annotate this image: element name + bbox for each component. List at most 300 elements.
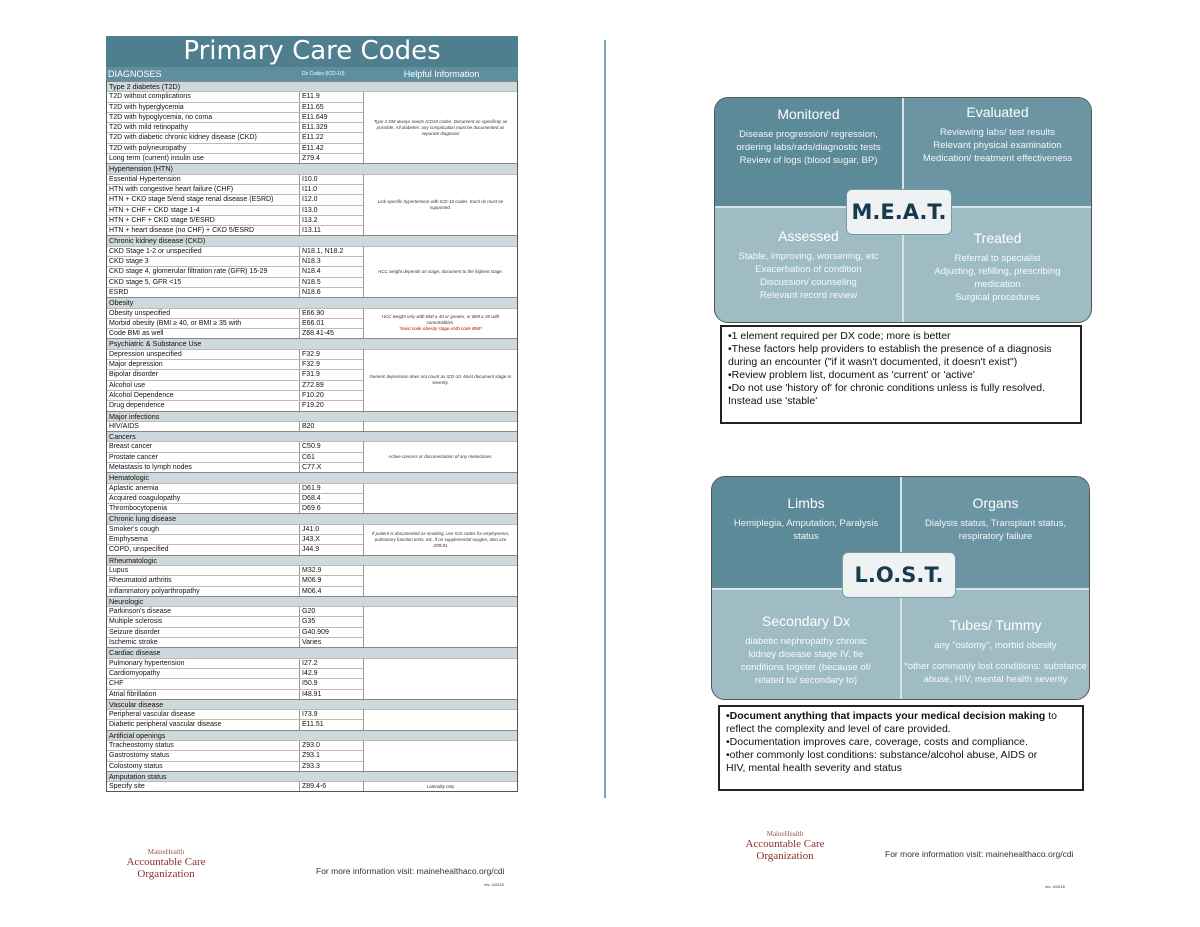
diagnosis-cell: Thrombocytopenia — [107, 504, 300, 513]
section-rows — [107, 441, 363, 472]
table-row — [107, 91, 363, 101]
helpful-info-cell — [363, 483, 517, 514]
diagnosis-cell: Code BMI as well — [107, 329, 300, 338]
diagnosis-cell: CKD stage 3 — [107, 257, 300, 266]
helpful-info-text: If patient is documented as smoking, use ICD codes for emphysema, pulmonary function tests, etc. If on supplemental oxygen, also use Z99.81 — [371, 530, 510, 548]
code-cell: I10.0 — [302, 175, 318, 183]
helpful-info-cell — [363, 606, 517, 647]
right-logo-small-text: MaineHealth — [766, 830, 804, 838]
diagnosis-cell: Smoker's cough — [107, 525, 300, 534]
diagnosis-cell: Gastrostomy status — [107, 751, 300, 760]
header-codes: Dx Codes (ICD-10) — [302, 71, 345, 77]
section-rows — [107, 658, 363, 699]
table-row — [107, 781, 363, 791]
helpful-info-cell — [363, 174, 517, 236]
quadrant-item: status — [793, 531, 819, 542]
table-row — [107, 205, 363, 215]
section-body — [107, 709, 517, 730]
table-row — [107, 328, 363, 338]
section-body — [107, 606, 517, 647]
quadrant-title: Organs — [972, 495, 1019, 511]
code-cell: Z72.89 — [302, 381, 324, 389]
note-line: during an encounter ("if it wasn't documented, it doesn't exist") — [728, 356, 1018, 368]
section-header: Major infections — [107, 411, 517, 421]
note-line: •Review problem list, document as 'current' or 'active' — [728, 369, 975, 381]
table-row — [107, 503, 363, 513]
code-cell: I48.91 — [302, 690, 322, 698]
table-row — [107, 524, 363, 534]
code-cell: I13.0 — [302, 206, 318, 214]
meat-treated-quadrant — [904, 230, 1091, 304]
diagnosis-cell: HTN + CHF + CKD stage 1-4 — [107, 206, 300, 215]
diagnosis-cell: Morbid obesity (BMI ≥ 40, or BMI ≥ 35 with — [107, 319, 300, 328]
helpful-info-cell — [363, 308, 517, 339]
code-cell: E66.90 — [302, 309, 325, 317]
diagnosis-cell: Rheumatoid arthritis — [107, 576, 300, 585]
quadrant-item: Exacerbation of condition — [755, 264, 862, 275]
diagnosis-cell: Inflammatory polyarthropathy — [107, 587, 300, 596]
code-cell: D69.6 — [302, 505, 321, 513]
code-cell: N18.3 — [302, 258, 321, 266]
quadrant-title: Monitored — [777, 106, 840, 122]
table-row — [107, 483, 363, 493]
quadrant-item: abuse, HIV, mental health severity — [923, 674, 1068, 685]
quadrant-title: Assessed — [778, 228, 839, 244]
section-header: Neurologic — [107, 596, 517, 606]
right-version-text: rev. 4/2018 — [1045, 884, 1065, 889]
section-body — [107, 441, 517, 472]
section-header: Artificial openings — [107, 730, 517, 740]
section-rows — [107, 174, 363, 236]
table-row — [107, 122, 363, 132]
table-row — [107, 534, 363, 544]
section-rows — [107, 308, 363, 339]
section-rows — [107, 91, 363, 163]
quadrant-item: Reviewing labs/ test results — [939, 127, 1056, 138]
diagnosis-cell: Colostomy status — [107, 762, 300, 771]
lost-secondary-dx-quadrant — [712, 613, 900, 687]
table-row — [107, 246, 363, 256]
helpful-info-cell — [363, 441, 517, 472]
diagnosis-cell: T2D without complications — [107, 92, 300, 101]
helpful-info-content — [368, 374, 513, 386]
table-row — [107, 287, 363, 297]
table-row — [107, 421, 363, 431]
page-divider — [604, 40, 606, 798]
helpful-info-text: Type 2 DM always needs ICD10 codes. Document on specificity as possible. All diabetes: any complication must be documented as separate diagnosis — [373, 118, 508, 136]
quadrant-title: Limbs — [787, 495, 825, 511]
table-row — [107, 544, 363, 554]
code-cell: N18.4 — [302, 268, 321, 276]
helpful-info-cell — [363, 421, 517, 431]
table-row — [107, 143, 363, 153]
code-cell: F10.20 — [302, 391, 324, 399]
table-row — [107, 709, 363, 719]
code-cell: I50.9 — [302, 680, 318, 688]
table-row — [107, 400, 363, 410]
lost-notes-bold: •Document anything that impacts your medical decision making — [726, 710, 1046, 722]
table-row — [107, 277, 363, 287]
version-text: rev. 4/2018 — [484, 882, 504, 887]
section-header: Chronic kidney disease (CKD) — [107, 235, 517, 245]
code-cell: G35 — [302, 618, 316, 626]
code-cell: E11.649 — [302, 113, 328, 121]
section-body — [107, 483, 517, 514]
lost-limbs-quadrant — [712, 495, 900, 543]
table-row — [107, 184, 363, 194]
code-cell: M32.9 — [302, 566, 322, 574]
helpful-info-cell — [363, 658, 517, 699]
table-row — [107, 225, 363, 235]
helpful-info-cell — [363, 91, 517, 163]
section-header: Vascular disease — [107, 699, 517, 709]
table-row — [107, 761, 363, 771]
table-row — [107, 441, 363, 451]
code-cell: I42.9 — [302, 669, 318, 677]
helpful-info-cell — [363, 781, 517, 791]
code-cell: M06.9 — [302, 577, 322, 585]
section-rows — [107, 781, 363, 791]
code-cell: M06.4 — [302, 587, 322, 595]
helpful-info-text: HCC weight depends on stage; document to the highest stage. — [377, 268, 504, 274]
diagnosis-cell: Parkinson's disease — [107, 607, 300, 616]
helpful-info-content — [368, 199, 513, 211]
code-cell: D61.9 — [302, 484, 321, 492]
table-row — [107, 308, 363, 318]
note-line: HIV, mental health severity and status — [726, 762, 902, 774]
note-line: reflect the complexity and level of care provided. — [726, 723, 951, 735]
helpful-info-warning: *must code obesity stage AND code BMI* — [399, 326, 482, 332]
quadrant-item: Relevant record review — [759, 290, 858, 301]
section-header: Hematologic — [107, 472, 517, 482]
helpful-info-text: Laterality only — [426, 783, 455, 789]
diagnosis-cell: Alcohol Dependence — [107, 391, 300, 400]
code-cell: Z93.0 — [302, 742, 320, 749]
quadrant-title: Tubes/ Tummy — [949, 617, 1042, 633]
lost-label: L.O.S.T. — [842, 552, 956, 598]
helpful-info-text: Link specific hypertension with ICD-10 codes. Each dx must be supported. — [377, 199, 504, 211]
quadrant-item: *other commonly lost conditions: substance — [904, 661, 1087, 672]
table-row — [107, 102, 363, 112]
section-rows — [107, 524, 363, 555]
table-row — [107, 266, 363, 276]
code-cell: C77.X — [302, 463, 322, 471]
lost-notes-bold-rest: to — [1045, 710, 1058, 722]
section-body — [107, 349, 517, 411]
quadrant-item: any "ostomy", morbid obesity — [934, 640, 1057, 651]
code-cell: N18.5 — [302, 278, 321, 286]
helpful-info-text: Generic depression does not count as ICD-10. Must document stage or severity. — [369, 374, 512, 386]
lost-notes-box — [718, 705, 1084, 791]
diagnosis-cell: Diabetic peripheral vascular disease — [107, 720, 300, 729]
code-cell: J41.0 — [302, 525, 320, 533]
meat-evaluated-quadrant — [904, 104, 1091, 165]
meat-label: M.E.A.T. — [846, 189, 952, 235]
section-rows — [107, 565, 363, 596]
section-header: Cancers — [107, 431, 517, 441]
diagnosis-cell: T2D with polyneuropathy — [107, 144, 300, 153]
right-aco-logo — [730, 830, 840, 862]
quadrant-item: respiratory failure — [958, 531, 1033, 542]
diagnosis-cell: HIV/AIDS — [107, 422, 300, 431]
helpful-info-cell — [363, 524, 517, 555]
section-body — [107, 174, 517, 236]
table-row — [107, 174, 363, 184]
helpful-info-content — [378, 269, 503, 275]
code-cell: F31.9 — [302, 371, 320, 379]
section-body — [107, 658, 517, 699]
table-row — [107, 689, 363, 699]
code-cell: J44.9 — [302, 546, 320, 554]
diagnosis-cell: T2D with mild retinopathy — [107, 123, 300, 132]
section-header: Hypertension (HTN) — [107, 163, 517, 173]
quadrant-item: Relevant physical examination — [933, 140, 1062, 151]
diagnosis-cell: Emphysema — [107, 535, 300, 544]
diagnosis-cell: Long term (current) insulin use — [107, 154, 300, 163]
quadrant-item: diabetic nephropathy chronic — [745, 636, 867, 647]
table-row — [107, 359, 363, 369]
code-cell: E11.22 — [302, 134, 324, 142]
section-body — [107, 740, 517, 771]
section-body — [107, 781, 517, 791]
note-line: Instead use 'stable' — [728, 395, 818, 407]
helpful-info-text: HCC weight only with BMI ≥ 40 or greater, or BMI ≥ 35 with comorbidities. — [381, 314, 500, 326]
helpful-info-content — [368, 531, 513, 549]
section-header: Type 2 diabetes (T2D) — [107, 81, 517, 91]
table-row — [107, 462, 363, 472]
section-header: Chronic lung disease — [107, 513, 517, 523]
table-row — [107, 668, 363, 678]
quadrant-item — [902, 652, 1089, 660]
diagnosis-cell: Breast cancer — [107, 442, 300, 451]
note-line: •1 element required per DX code; more is better — [728, 330, 951, 342]
helpful-info-content — [388, 454, 492, 460]
code-cell: F32.9 — [302, 361, 320, 369]
code-cell: E66.01 — [302, 319, 325, 327]
code-cell: I13.11 — [302, 227, 321, 235]
section-body — [107, 524, 517, 555]
diagnosis-cell: CHF — [107, 679, 300, 688]
lost-tubes-tummy-quadrant — [902, 617, 1089, 686]
helpful-info-cell — [363, 349, 517, 411]
table-row — [107, 606, 363, 616]
diagnosis-cell: HTN + heart disease (no CHF) + CKD 5/ESRD — [107, 226, 300, 235]
table-row — [107, 369, 363, 379]
section-header: Psychiatric & Substance Use — [107, 338, 517, 348]
helpful-info-cell — [363, 709, 517, 730]
table-row — [107, 153, 363, 163]
diagnosis-cell: Essential Hypertension — [107, 175, 300, 184]
helpful-info-cell — [363, 740, 517, 771]
section-body — [107, 246, 517, 297]
table-row — [107, 565, 363, 575]
table-row — [107, 678, 363, 688]
table-row — [107, 318, 363, 328]
helpful-info-content — [368, 119, 513, 137]
visit-link-text: For more information visit: mainehealthaco.org/cdi — [316, 866, 505, 876]
diagnosis-cell: Aplastic anemia — [107, 484, 300, 493]
right-logo-main-text: Accountable Care Organization — [745, 838, 825, 862]
code-cell: G40.909 — [302, 628, 329, 636]
aco-logo — [106, 848, 226, 880]
quadrant-item: Medication/ treatment effectiveness — [922, 153, 1073, 164]
code-cell: E11.51 — [302, 721, 324, 729]
section-rows — [107, 740, 363, 771]
section-header: Cardiac disease — [107, 647, 517, 657]
table-row — [107, 719, 363, 729]
code-cell: D68.4 — [302, 494, 321, 502]
diagnosis-cell: CKD stage 5, GFR <15 — [107, 278, 300, 287]
quadrant-item: kidney disease stage IV, tie — [748, 649, 864, 660]
diagnosis-cell: Ischemic stroke — [107, 638, 300, 647]
code-cell: I13.2 — [302, 216, 318, 224]
diagnosis-cell: Bipolar disorder — [107, 370, 300, 379]
table-row — [107, 750, 363, 760]
diagnosis-cell: Pulmonary hypertension — [107, 659, 300, 668]
quadrant-item: related to/ secondary to) — [754, 675, 858, 686]
diagnosis-cell: Drug dependence — [107, 401, 300, 410]
code-cell: I27.2 — [302, 659, 318, 667]
section-rows — [107, 246, 363, 297]
section-rows — [107, 606, 363, 647]
helpful-info-cell — [363, 246, 517, 297]
note-line: •Do not use 'history of' for chronic conditions unless is fully resolved. — [728, 382, 1045, 394]
table-row — [107, 390, 363, 400]
code-cell: C50.9 — [302, 443, 321, 451]
diagnosis-cell: Prostate cancer — [107, 453, 300, 462]
logo-main-text: Accountable Care Organization — [126, 856, 206, 880]
code-cell: G20 — [302, 608, 316, 616]
table-row — [107, 112, 363, 122]
code-cell: C61 — [302, 453, 315, 461]
section-header: Obesity — [107, 297, 517, 307]
table-row — [107, 586, 363, 596]
diagnosis-cell: HTN + CKD stage 5/end stage renal disease (ESRD) — [107, 195, 300, 204]
code-cell: E11.9 — [302, 93, 320, 101]
table-row — [107, 452, 363, 462]
quadrant-item: Referral to specialist — [954, 253, 1041, 264]
diagnosis-cell: Metastasis to lymph nodes — [107, 463, 300, 472]
code-cell: E11.42 — [302, 144, 324, 152]
quadrant-item: conditions togeter (because of/ — [741, 662, 871, 673]
helpful-info-text: Active cancers or documentation of any metastases. — [388, 454, 493, 460]
table-header — [106, 67, 518, 81]
quadrant-title: Secondary Dx — [762, 613, 850, 629]
table-row — [107, 616, 363, 626]
quadrant-item: Dialysis status, Transplant status, — [925, 518, 1066, 529]
quadrant-title: Evaluated — [966, 104, 1029, 120]
table-row — [107, 132, 363, 142]
diagnosis-cell: T2D with hyperglycemia — [107, 103, 300, 112]
code-cell: Z89.4-6 — [302, 783, 327, 791]
quadrant-item: Hemiplegia, Amputation, Paralysis — [733, 518, 879, 529]
code-cell: I11.0 — [302, 185, 318, 193]
code-cell: I12.0 — [302, 196, 318, 204]
diagnosis-cell: Peripheral vascular disease — [107, 710, 300, 719]
code-cell: N18.6 — [302, 288, 321, 296]
code-cell: I73.9 — [302, 711, 318, 719]
section-body — [107, 308, 517, 339]
primary-care-codes-sheet — [106, 36, 518, 792]
note-line: •other commonly lost conditions: substance/alcohol abuse, AIDS or — [726, 749, 1038, 761]
diagnosis-cell: Specify site — [107, 782, 300, 791]
diagnosis-cell: HTN with congestive heart failure (CHF) — [107, 185, 300, 194]
diagnosis-cell: Obesity unspecified — [107, 309, 300, 318]
section-rows — [107, 421, 363, 431]
section-rows — [107, 483, 363, 514]
diagnosis-cell: Cardiomyopathy — [107, 669, 300, 678]
diagnosis-cell: Acquired coagulopathy — [107, 494, 300, 503]
table-row — [107, 349, 363, 359]
table-row — [107, 256, 363, 266]
meat-notes-box — [720, 325, 1082, 424]
codes-table — [106, 81, 518, 792]
code-cell: E11.65 — [302, 103, 324, 111]
section-header: Rheumatologic — [107, 555, 517, 565]
diagnosis-cell: CKD Stage 1-2 or unspecified — [107, 247, 300, 256]
section-body — [107, 565, 517, 596]
code-cell: B20 — [302, 422, 315, 430]
code-cell: F32.9 — [302, 350, 320, 358]
quadrant-item: Stable, improving, worsening, etc — [738, 251, 879, 262]
quadrant-item: Disease progression/ regression, — [739, 129, 878, 140]
table-row — [107, 637, 363, 647]
section-body — [107, 421, 517, 431]
section-header: Amputation status — [107, 771, 517, 781]
helpful-info-content — [368, 314, 513, 332]
quadrant-item: medication — [974, 279, 1021, 290]
meat-monitored-quadrant — [715, 106, 902, 167]
table-row — [107, 493, 363, 503]
section-body — [107, 91, 517, 163]
quadrant-item: Adjusting, refilling, prescribing — [934, 266, 1061, 277]
diagnosis-cell: Tracheostomy status — [107, 741, 300, 750]
left-footer — [106, 848, 518, 888]
diagnosis-cell: Seizure disorder — [107, 628, 300, 637]
code-cell: E11.329 — [302, 124, 328, 132]
header-info: Helpful Information — [403, 69, 480, 79]
diagnosis-cell: COPD, unspecified — [107, 545, 300, 554]
table-row — [107, 380, 363, 390]
table-row — [107, 575, 363, 585]
sheet-title: Primary Care Codes — [106, 36, 518, 67]
diagnosis-cell: Multiple sclerosis — [107, 617, 300, 626]
code-cell: F19.20 — [302, 402, 324, 410]
diagnosis-cell: Major depression — [107, 360, 300, 369]
table-row — [107, 658, 363, 668]
quadrant-item: Review of logs (blood sugar, BP) — [739, 155, 878, 166]
table-row — [107, 215, 363, 225]
section-rows — [107, 349, 363, 411]
quadrant-item: Surgical procedures — [955, 292, 1040, 303]
quadrant-title: Treated — [973, 230, 1022, 246]
right-visit-link-text: For more information visit: mainehealthaco.org/cdi — [885, 849, 1074, 859]
diagnosis-cell: ESRD — [107, 288, 300, 297]
code-cell: N18.1, N18.2 — [302, 247, 344, 255]
diagnosis-cell: Alcohol use — [107, 381, 300, 390]
helpful-info-cell — [363, 565, 517, 596]
code-cell: Z79.4 — [302, 155, 320, 163]
code-cell: Z93.1 — [302, 752, 320, 760]
quadrant-item: ordering labs/rads/diagnostic tests — [736, 142, 881, 153]
code-cell: Z68.41-45 — [302, 330, 334, 338]
lost-notes-first-line — [726, 710, 1076, 723]
code-cell: Varies — [302, 639, 322, 647]
code-cell: J43.X — [302, 536, 320, 544]
lost-organs-quadrant — [902, 495, 1089, 543]
diagnosis-cell: T2D with hypoglycemia, no coma — [107, 113, 300, 122]
note-line: •These factors help providers to establish the presence of a diagnosis — [728, 343, 1052, 355]
